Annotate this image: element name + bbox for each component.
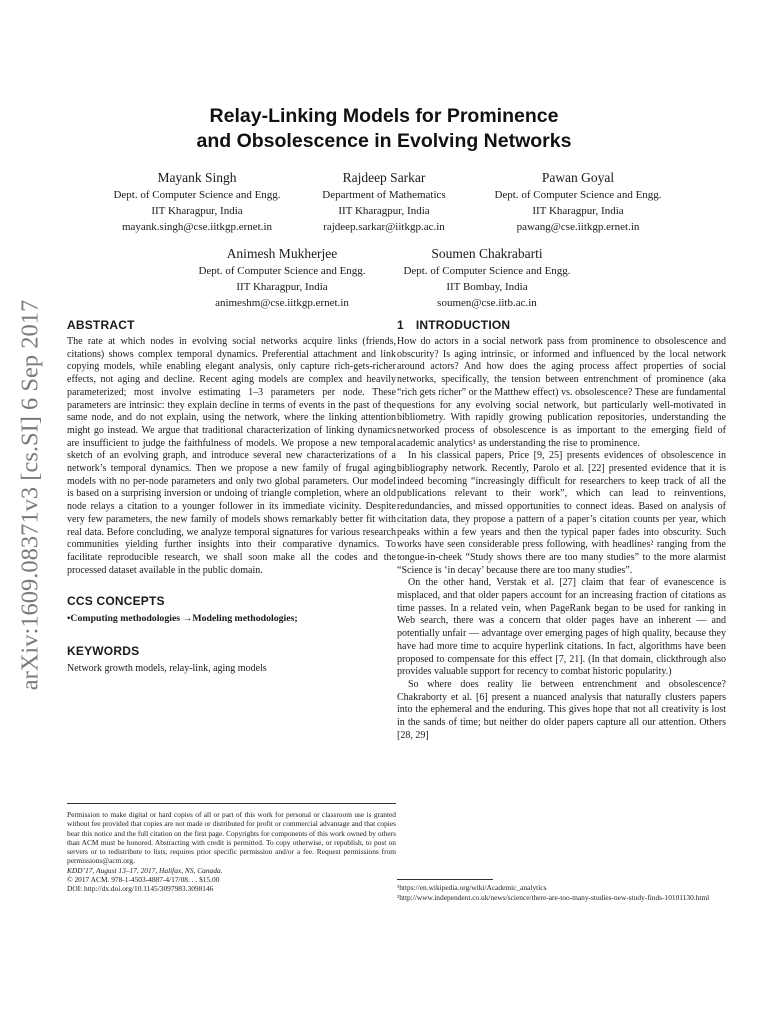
ccs-heading: CCS CONCEPTS: [67, 594, 165, 609]
abstract-heading: ABSTRACT: [67, 318, 135, 332]
author-name: Soumen Chakrabarti: [431, 246, 543, 261]
left-column: [67, 318, 396, 676]
copyright-block: [67, 803, 396, 894]
footnote-1[interactable]: ¹https://en.wikipedia.org/wiki/Academic_analytics: [397, 883, 547, 892]
section-number: 1: [397, 318, 404, 332]
rights-line: © 2017 ACM. 978-1-4503-4887-4/17/08. . . $15.00: [67, 875, 220, 885]
author-location: IIT Kharagpur, India: [151, 205, 243, 217]
footnote-rule: [397, 879, 493, 880]
author-affiliation: Dept. of Computer Science and Engg.: [198, 265, 366, 277]
title-line-1: Relay-Linking Models for Prominence: [209, 105, 559, 127]
author-affiliation: Dept. of Computer Science and Engg.: [494, 189, 662, 201]
author-affiliation: Dept. of Computer Science and Engg.: [113, 189, 281, 201]
footnotes: [397, 883, 726, 903]
author-email[interactable]: soumen@cse.iitb.ac.in: [437, 297, 537, 309]
author-location: IIT Bombay, India: [446, 281, 528, 293]
author-block-4: [182, 245, 382, 311]
author-block-3: [478, 169, 678, 235]
author-name: Mayank Singh: [157, 170, 237, 185]
author-location: IIT Kharagpur, India: [338, 205, 430, 217]
keywords-heading: KEYWORDS: [67, 644, 140, 659]
arxiv-stamp: [10, 255, 50, 735]
doi-line[interactable]: DOI: http://dx.doi.org/10.1145/3097983.3098146: [67, 884, 214, 894]
author-affiliation: Department of Mathematics: [322, 189, 446, 201]
author-email[interactable]: rajdeep.sarkar@iitkgp.ac.in: [323, 221, 445, 233]
author-location: IIT Kharagpur, India: [532, 205, 624, 217]
intro-paragraph-1: How do actors in a social network pass from prominence to obsolescence and obscurity? Is aging intrinsic, or informed and influenced by the local network around actors? And how does the aging process affect properties of social networks, specifically, the tension between entrenchment of prominence (aka “rich gets richer” or the Matthew effect) vs. obsolescence? These are fundamental questions for any evolving social network, but particularly well-motivated in bibliometry. With rapidly growing publication repositories, understanding the networked process of obsolescence is as important to the emerging field of academic analytics¹ as understanding the rise to prominence.: [397, 336, 726, 449]
author-block-5: [387, 245, 587, 311]
intro-paragraph-2: In his classical papers, Price [9, 25] presents evidences of obsolescence in bibliography network. Recently, Parolo et al. [22] presented evidence that it is indeed becoming “increasingly difficult for researchers to keep track of all the publications relevant to their work”, which can lead to reinventions, redundancies, and missed opportunities to connect ideas. Based on analysis of citation data, they propose a pattern of a paper’s citation counts per year, which peaks within a few years and then the typical paper fades into obscurity. Such works have seen considerable press following, with headlines² ranging from the tongue-in-cheek “Study shows there are too many studies” to the more alarmist “Science is ‘in decay’ because there are too many studies”.: [397, 450, 726, 576]
author-block-2: [284, 169, 484, 235]
ccs-text: •Computing methodologies →Modeling methodologies;: [67, 613, 298, 625]
arxiv-stamp-text: arXiv:1609.08371v3 [cs.SI] 6 Sep 2017: [16, 299, 44, 691]
author-name: Pawan Goyal: [541, 170, 615, 185]
intro-heading: [397, 318, 726, 332]
paper-title: [60, 104, 708, 154]
footnote-2[interactable]: ²http://www.independent.co.uk/news/science/there-are-too-many-studies-new-study-finds-10101130.html: [397, 893, 710, 902]
author-block-1: [97, 169, 297, 235]
author-location: IIT Kharagpur, India: [236, 281, 328, 293]
author-email[interactable]: mayank.singh@cse.iitkgp.ernet.in: [121, 221, 273, 233]
intro-paragraph-3: On the other hand, Verstak et al. [27] claim that fear of evanescence is misplaced, and that older papers account for an increasing fraction of citations as time passes. In a related vein, when PageRank began to be used for ranking in Web search, there was a concern that older pages have an inherent — and potentially unfair — advantage over emerging pages of high quality, because they have had more time to acquire hyperlink citations. In fact, algorithms have been proposed to compensate for this effect [7, 21]. (In that domain, clickthrough also provides valuable support for recency to combat historic popularity.): [397, 577, 726, 678]
author-name: Rajdeep Sarkar: [342, 170, 426, 185]
venue-line: KDD’17, August 13–17, 2017, Halifax, NS, Canada.: [67, 865, 223, 875]
abstract-text: The rate at which nodes in evolving social networks acquire links (friends, citations) shows complex temporal dynamics. Preferential attachment and link copying models, while enabling elegant analysis, only capture rich-gets-richer effects, not aging and decline. Recent aging models are complex and heavily parameterized; most involve estimating 1–3 parameters per node. These parameters are intrinsic: they explain decline in terms of events in the past of the same node, and do not explain, using the network, where the linking attention might go instead. We argue that traditional characterization of linking dynamics are insufficient to judge the faithfulness of models. We propose a new temporal sketch of an evolving graph, and introduce several new characterizations of a network’s temporal dynamics. Then we propose a new family of frugal aging models with no per-node parameters and only two global parameters. Our model is based on a surprising inversion or undoing of triangle completion, where an old node relays a citation to a younger follower in its immediate vicinity. Despite very few parameters, the new family of models shows remarkably better fit with real data. Before concluding, we analyze temporal signatures for various research communities yielding further insights into their comparative dynamics. To facilitate reproducible research, we shall soon make all the codes and the processed dataset available in the public domain.: [67, 336, 396, 576]
author-name: Animesh Mukherjee: [226, 246, 338, 261]
permission-notice: Permission to make digital or hard copies of all or part of this work for personal or classroom use is granted without fee provided that copies are not made or distributed for profit or commercial advantage and that copies bear this notice and the full citation on the first page. Copyrights for components of this work owned by others than ACM must be honored. Abstracting with credit is permitted. To copy otherwise, or republish, to post on servers or to redistribute to lists, requires prior specific permission and/or a fee. Request permissions from permissions@acm.org.: [67, 810, 396, 866]
author-email[interactable]: animeshm@cse.iitkgp.ernet.in: [215, 297, 349, 309]
section-title: INTRODUCTION: [415, 318, 511, 332]
title-line-2: and Obsolescence in Evolving Networks: [196, 130, 572, 152]
author-email[interactable]: pawang@cse.iitkgp.ernet.in: [516, 221, 640, 233]
author-affiliation: Dept. of Computer Science and Engg.: [403, 265, 571, 277]
intro-paragraph-4: So where does reality lie between entrenchment and obsolescence? Chakraborty et al. [6] present a nuanced analysis that naturally clusters papers into the ephemeral and the enduring. This gives hope that not all creativity is lost in the sands of time; but neither do older papers capture all our attention. Others [28, 29]: [397, 678, 726, 741]
keywords-text: Network growth models, relay-link, aging models: [67, 663, 267, 675]
right-column: [397, 318, 726, 743]
